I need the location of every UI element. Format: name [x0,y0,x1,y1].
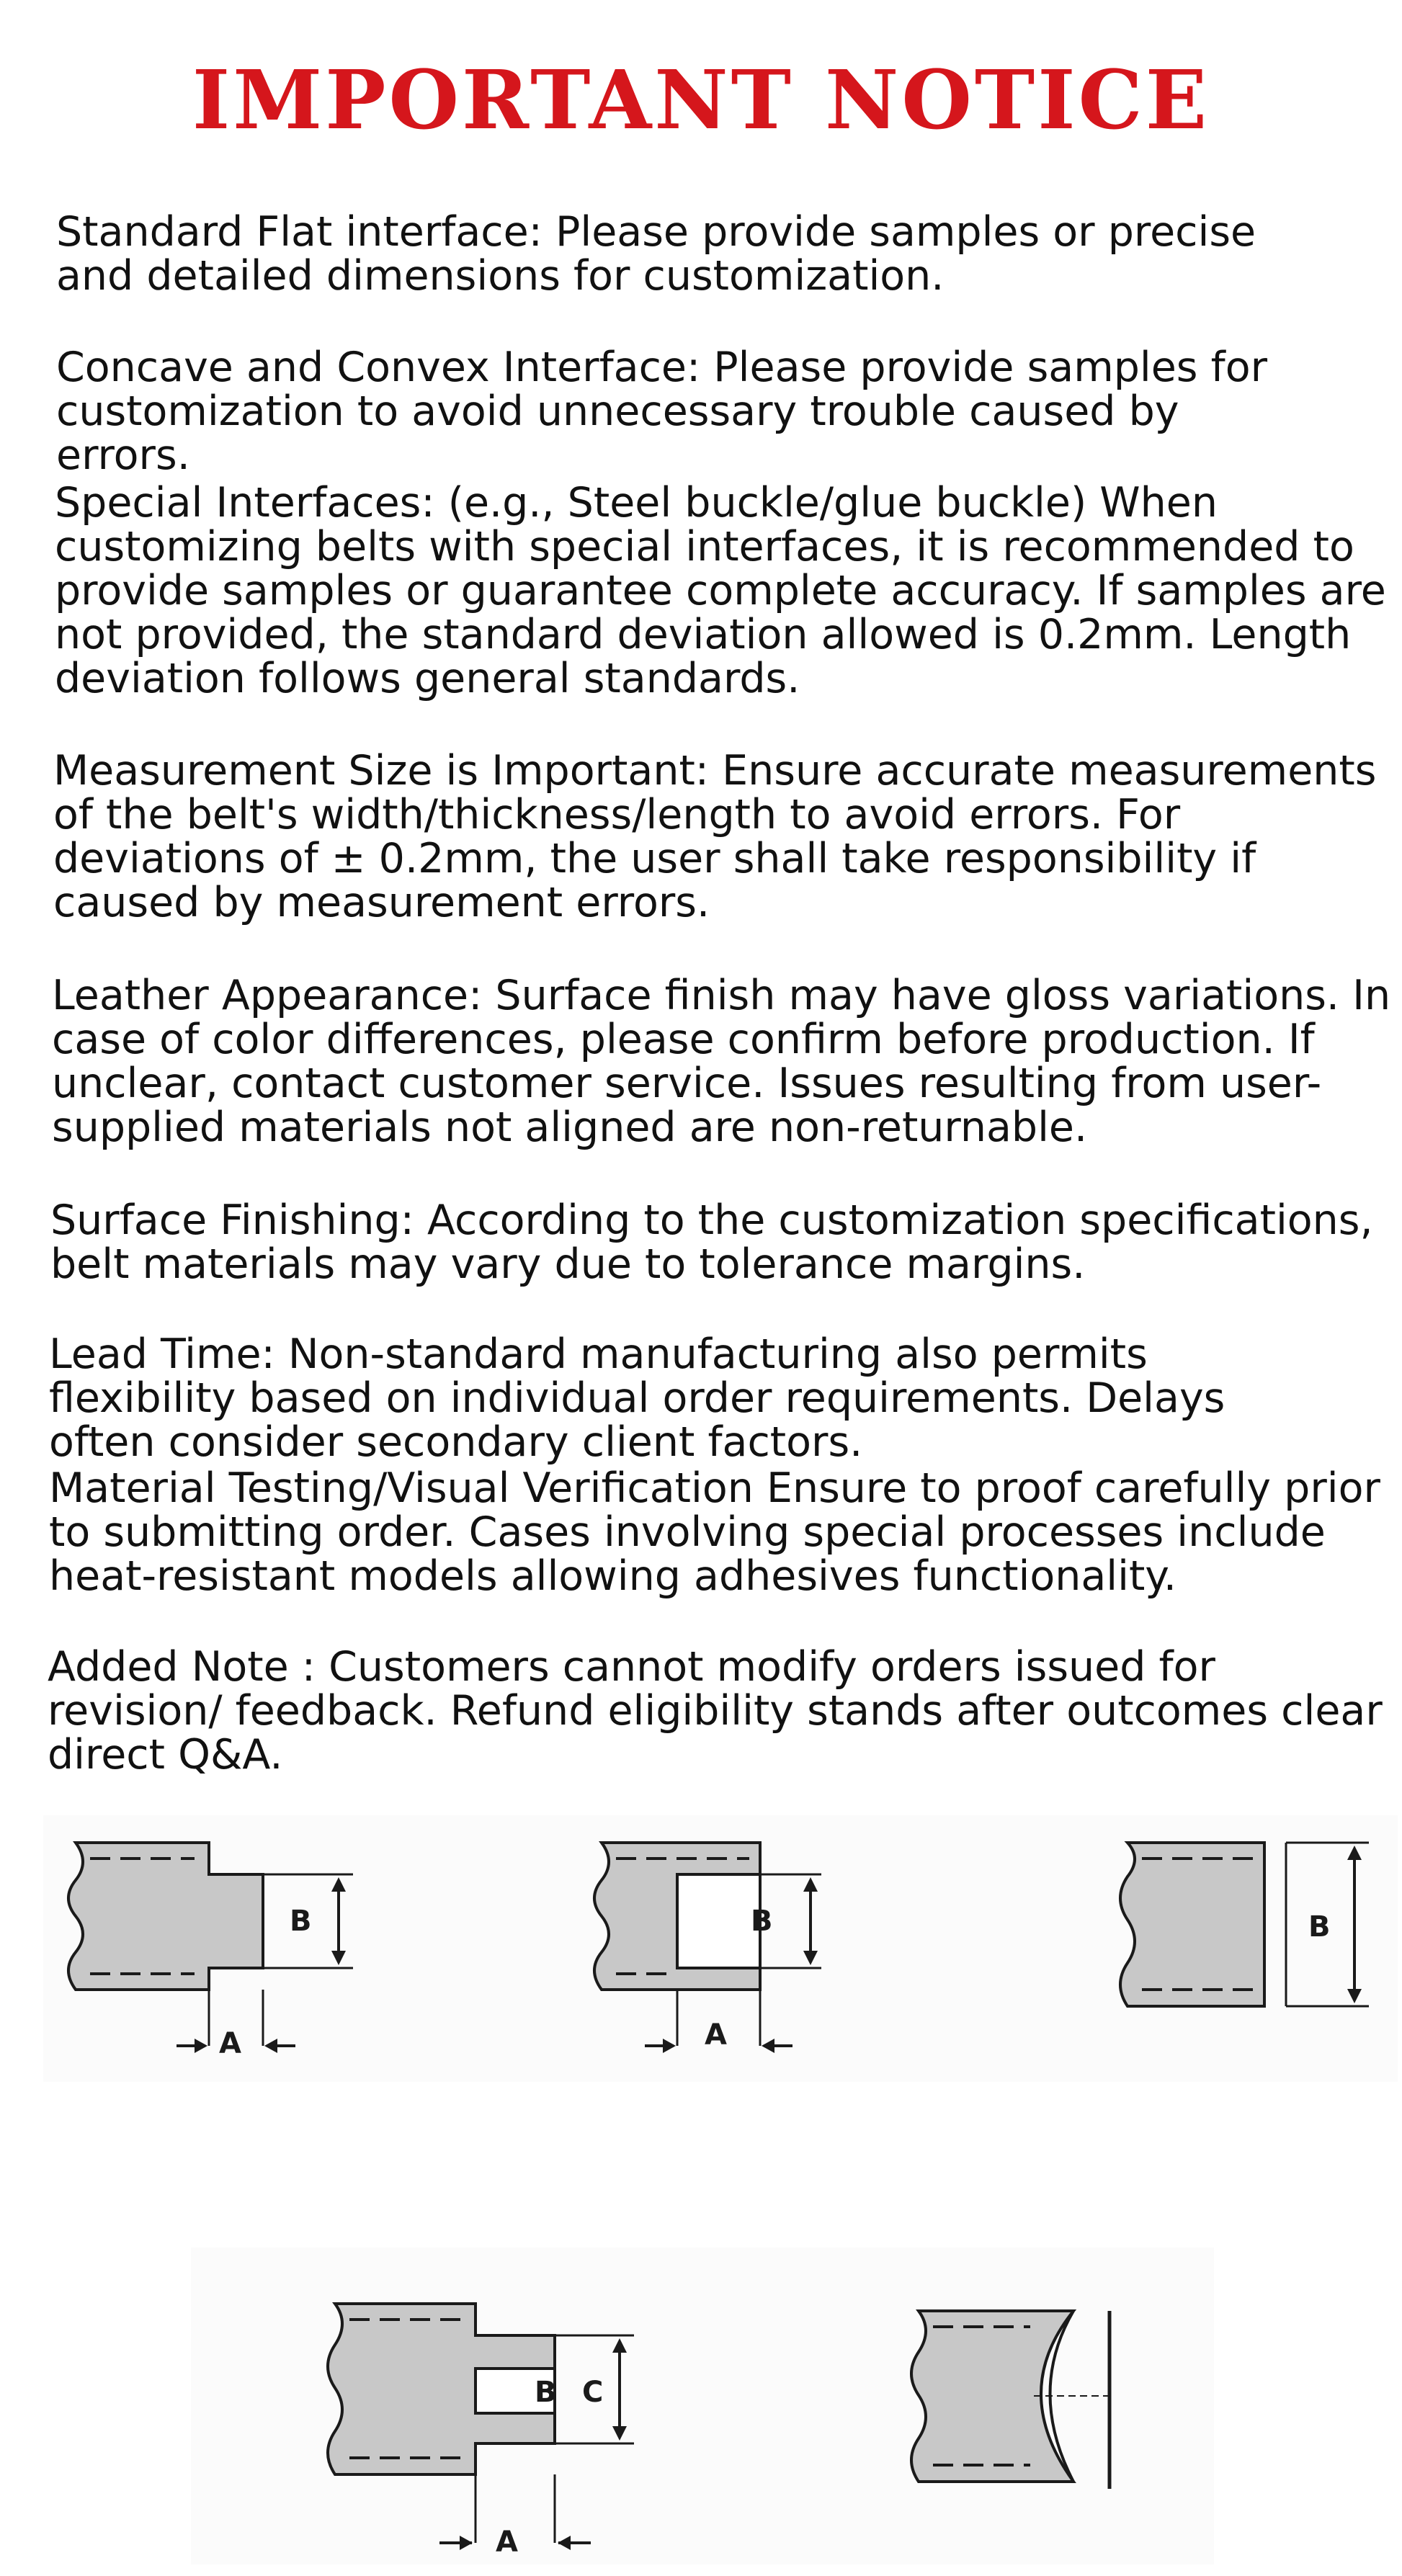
diagram-label-a: A [219,2027,241,2060]
paragraph-added-note: Added Note : Customers cannot modify orders issued for revision/ feedback. Refund eligibility stands after outcomes clear direct Q&A. [48,1643,1383,1779]
diagram-label-b: B [290,1905,312,1938]
diagram-label-b: B [1308,1910,1331,1944]
paragraph-surface-finishing: Surface Finishing: According to the customization specifications, belt materials may vary due to tolerance margins. [50,1197,1373,1288]
interface-diagram-flat [1109,1830,1383,2046]
diagram-label-b: B [535,2376,557,2409]
paragraph-leather-appearance: Leather Appearance: Surface finish may have gloss variations. In case of color differences, please confirm before production. If unclear, contact customer service. Issues resulting from user-supplied materials not aligned are non-returnable. [52,972,1391,1151]
interface-diagram-concave [901,2298,1131,2514]
paragraph-standard-flat: Standard Flat interface: Please provide samples or precise and detailed dimensions for customization. [56,208,1256,300]
interface-diagram-stepped-tab [317,2291,648,2564]
paragraph-measurement-size: Measurement Size is Important: Ensure accurate measurements of the belt's width/thickness/length to avoid errors. For deviations of ± 0.2mm, the user shall take responsibility if caused by measurement errors. [53,747,1377,926]
interface-diagram-step-tab [58,1830,375,2075]
diagram-label-a: A [705,2018,727,2052]
diagram-label-b: B [751,1905,773,1938]
paragraph-special-interfaces: Special Interfaces: (e.g., Steel buckle/glue buckle) When customizing belts with special interfaces, it is recommended to provide samples or guarantee complete accuracy. If samples are not provided, the standard deviation allowed is 0.2mm. Length deviation follows general standards. [55,479,1386,702]
paragraph-concave-convex: Concave and Convex Interface: Please provide samples for customization to avoid unnecessary trouble caused by errors. [56,344,1267,479]
paragraph-lead-time: Lead Time: Non-standard manufacturing also permits flexibility based on individual order requirements. Delays often consider secondary client factors. [49,1331,1225,1466]
interface-diagram-slot [584,1830,886,2075]
paragraph-material-testing: Material Testing/Visual Verification Ensure to proof carefully prior to submitting order. Cases involving special processes include heat-resistant models allowing adhesives functionality. [49,1464,1380,1600]
diagram-label-c: C [582,2376,604,2409]
diagram-label-a: A [496,2526,518,2559]
notice-title: IMPORTANT NOTICE [192,53,1210,148]
